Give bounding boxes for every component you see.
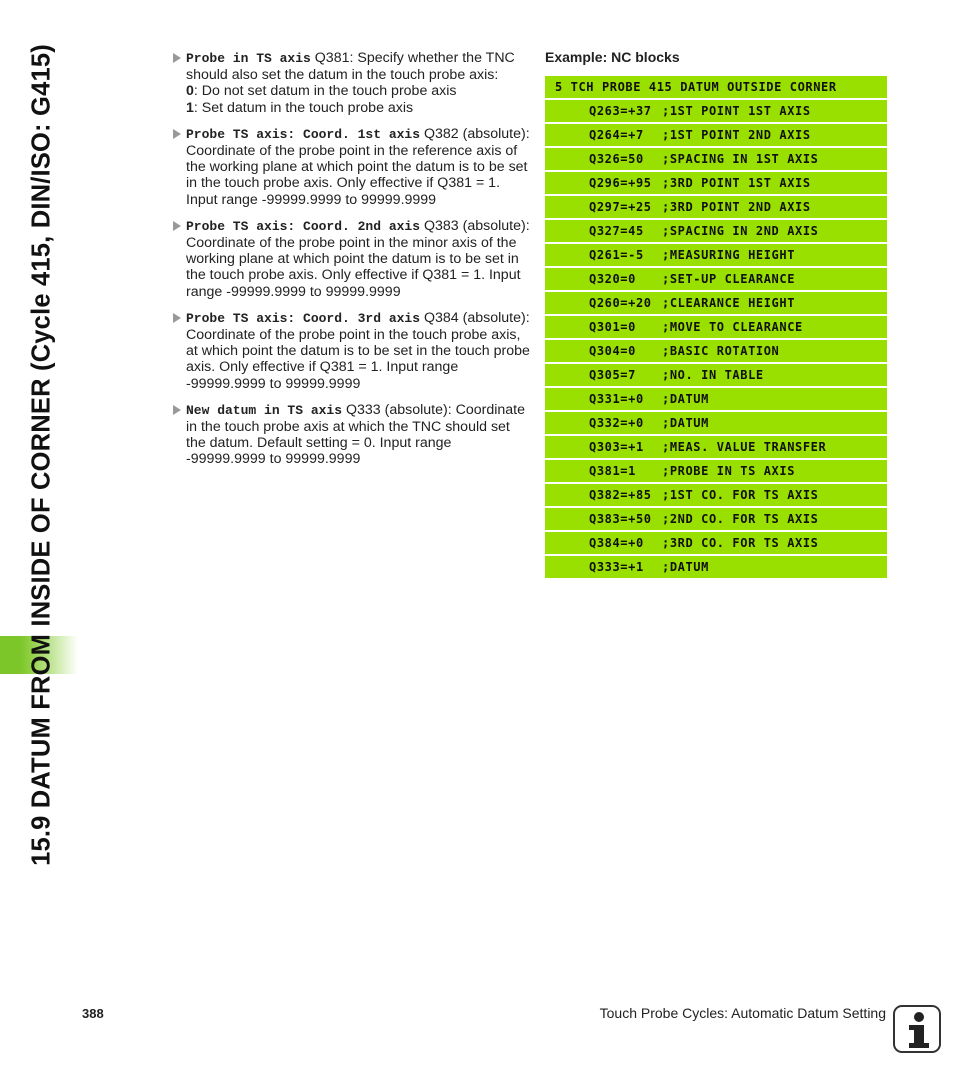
nc-param: Q303=+1: [589, 440, 644, 454]
nc-comment: ;BASIC ROTATION: [662, 344, 780, 358]
parameter-item: [172, 402, 532, 468]
parameter-name: Probe TS axis: Coord. 3rd axis: [186, 310, 421, 326]
nc-block-row: [545, 316, 887, 338]
nc-param: Q296=+95: [589, 176, 652, 190]
bullet-triangle-icon: [173, 405, 181, 415]
bullet-triangle-icon: [173, 129, 181, 139]
parameter-description: Q333 (absolute): Coordinate in the touch probe axis at which the TNC should set the datum. Default setting = 0. Input range -99999.9999 to 99999.9999: [186, 401, 526, 468]
nc-param: Q320=0: [589, 272, 636, 286]
nc-block-row: [545, 508, 887, 530]
nc-param: Q381=1: [589, 464, 636, 478]
nc-comment: ;DATUM: [662, 560, 709, 574]
nc-block-header: 5 TCH PROBE 415 DATUM OUTSIDE CORNER: [545, 76, 887, 98]
nc-param: Q264=+7: [589, 128, 644, 142]
parameter-item: [172, 218, 532, 300]
nc-param: Q384=+0: [589, 536, 644, 550]
nc-param: Q301=0: [589, 320, 636, 334]
parameter-description: Q383 (absolute): Coordinate of the probe point in the minor axis of the working plane at which point the datum is to be set in the touch probe axis. Only effective if Q381 = 1. Input range -99999.9999 to 99999.9999: [186, 217, 530, 300]
parameter-name: Probe in TS axis: [186, 51, 311, 66]
nc-param: Q326=50: [589, 152, 644, 166]
option-key: 0: [186, 83, 194, 100]
nc-param: Q333=+1: [589, 560, 644, 574]
parameter-item: [172, 126, 532, 208]
option-text: : Do not set datum in the touch probe axis: [193, 83, 457, 100]
nc-comment: ;2ND CO. FOR TS AXIS: [662, 512, 819, 526]
bullet-triangle-icon: [173, 221, 181, 231]
nc-comment: ;SPACING IN 1ST AXIS: [662, 152, 819, 166]
nc-block-row: [545, 388, 887, 410]
nc-param: Q305=7: [589, 368, 636, 382]
nc-block-row: [545, 436, 887, 458]
nc-comment: ;CLEARANCE HEIGHT: [662, 296, 796, 310]
nc-param: Q383=+50: [589, 512, 652, 526]
nc-comment: ;DATUM: [662, 416, 709, 430]
nc-block-row: [545, 364, 887, 386]
bullet-triangle-icon: [173, 53, 181, 63]
nc-param: Q382=+85: [589, 488, 652, 502]
nc-block-row: [545, 196, 887, 218]
nc-block-row: [545, 124, 887, 146]
nc-block-row: [545, 292, 887, 314]
nc-block-row: [545, 340, 887, 362]
parameter-description: Q382 (absolute): Coordinate of the probe point in the reference axis of the working plane at which point the datum is to be set in the touch probe axis. Only effective if Q381 = 1. Input range -99999.9999 to 99999.9999: [186, 125, 530, 208]
parameter-option: [186, 83, 532, 99]
nc-param: Q327=45: [589, 224, 644, 238]
nc-comment: ;SPACING IN 2ND AXIS: [662, 224, 819, 238]
parameter-list: [172, 50, 532, 478]
parameter-item: [172, 50, 532, 116]
section-title: 15.9 DATUM FROM INSIDE OF CORNER (Cycle 415, DIN/ISO: G415): [27, 44, 56, 866]
option-text: : Set datum in the touch probe axis: [193, 99, 414, 116]
nc-param: Q263=+37: [589, 104, 652, 118]
example-title: Example: NC blocks: [545, 49, 680, 65]
parameter-name: Probe TS axis: Coord. 2nd axis: [186, 218, 421, 234]
option-key: 1: [186, 99, 194, 116]
nc-comment: ;MEAS. VALUE TRANSFER: [662, 440, 827, 454]
nc-param: Q331=+0: [589, 392, 644, 406]
nc-blocks: [545, 76, 887, 580]
nc-comment: ;3RD POINT 2ND AXIS: [662, 200, 811, 214]
nc-comment: ;DATUM: [662, 392, 709, 406]
nc-block-row: [545, 484, 887, 506]
parameter-description: Q384 (absolute): Coordinate of the probe point in the touch probe axis, at which point the datum is to be set in the touch probe axis. Only effective if Q381 = 1. Input range -99999.9999 to 99999.9999: [186, 309, 530, 392]
nc-block-row: [545, 100, 887, 122]
nc-param: Q261=-5: [589, 248, 644, 262]
parameter-name: Probe TS axis: Coord. 1st axis: [186, 126, 421, 142]
info-icon: [893, 1005, 941, 1053]
nc-comment: ;MEASURING HEIGHT: [662, 248, 796, 262]
bullet-triangle-icon: [173, 313, 181, 323]
parameter-description: Q381: Specify whether the TNC should also set the datum in the touch probe axis:: [186, 50, 515, 84]
nc-comment: ;1ST POINT 1ST AXIS: [662, 104, 811, 118]
nc-param: Q260=+20: [589, 296, 652, 310]
nc-block-row: [545, 412, 887, 434]
nc-comment: ;SET-UP CLEARANCE: [662, 272, 796, 286]
nc-param: Q332=+0: [589, 416, 644, 430]
nc-comment: ;NO. IN TABLE: [662, 368, 764, 382]
nc-block-row: [545, 556, 887, 578]
parameter-item: [172, 310, 532, 392]
nc-param: Q297=+25: [589, 200, 652, 214]
nc-param: Q304=0: [589, 344, 636, 358]
parameter-name: New datum in TS axis: [186, 402, 343, 418]
nc-comment: ;3RD CO. FOR TS AXIS: [662, 536, 819, 550]
nc-comment: ;MOVE TO CLEARANCE: [662, 320, 803, 334]
nc-block-row: [545, 268, 887, 290]
nc-block-row: [545, 148, 887, 170]
nc-comment: ;1ST CO. FOR TS AXIS: [662, 488, 819, 502]
nc-comment: ;PROBE IN TS AXIS: [662, 464, 796, 478]
page-number: 388: [82, 1006, 104, 1021]
nc-comment: ;3RD POINT 1ST AXIS: [662, 176, 811, 190]
footer-title: Touch Probe Cycles: Automatic Datum Setting: [599, 1005, 886, 1021]
parameter-option: [186, 100, 532, 116]
nc-block-row: [545, 460, 887, 482]
nc-block-row: [545, 220, 887, 242]
nc-block-row: [545, 532, 887, 554]
nc-block-row: [545, 244, 887, 266]
nc-comment: ;1ST POINT 2ND AXIS: [662, 128, 811, 142]
nc-block-row: [545, 172, 887, 194]
